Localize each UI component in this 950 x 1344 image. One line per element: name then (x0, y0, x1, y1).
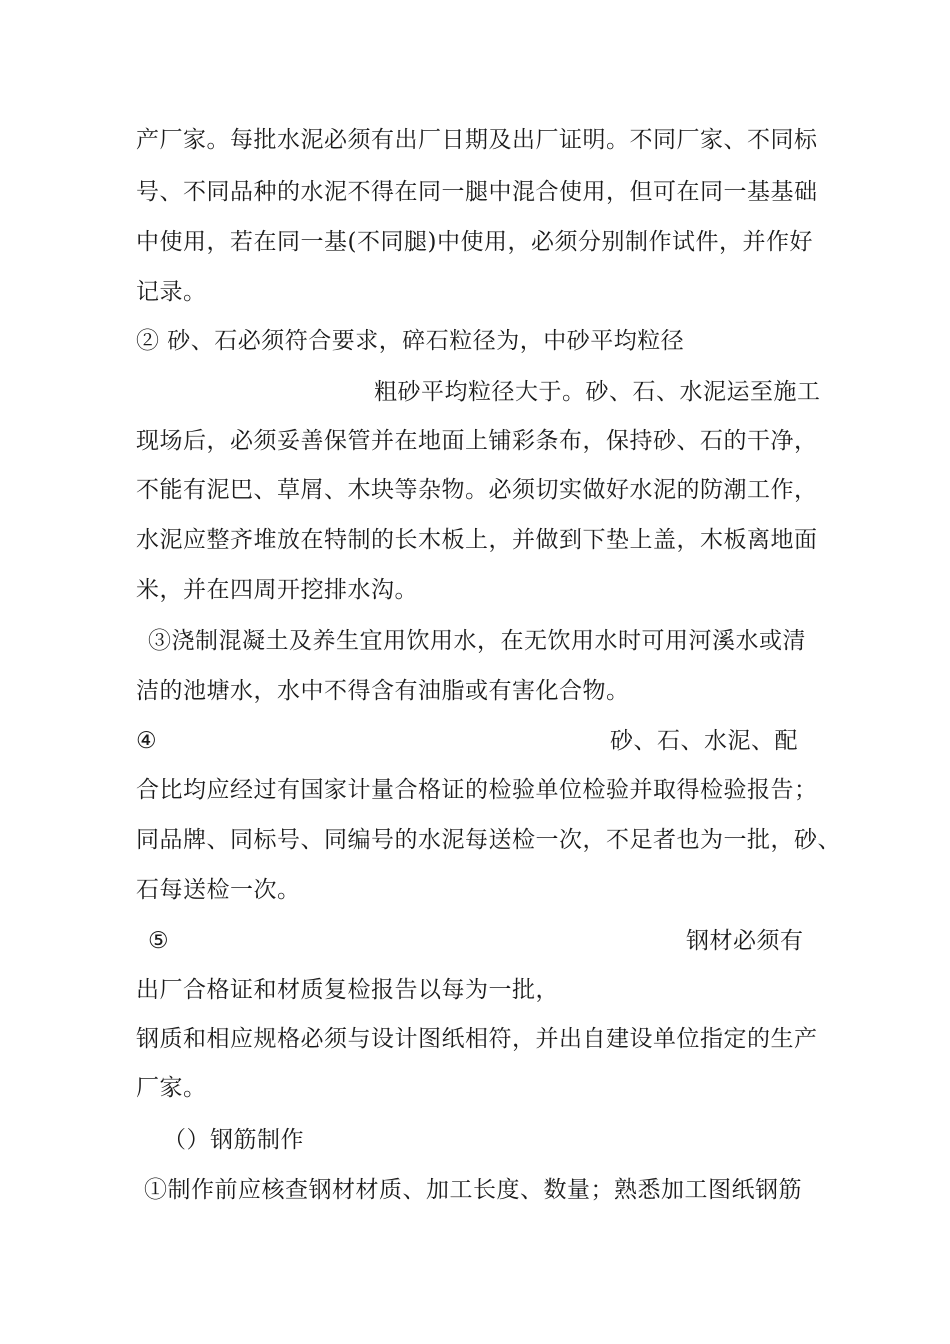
text-line: 厂家。 (136, 1075, 207, 1101)
text-line: 石每送检一次。 (136, 877, 301, 903)
text-line: 产厂家。每批水泥必须有出厂日期及出厂证明。不同厂家、不同标 (136, 127, 818, 153)
text-line: 记录。 (136, 279, 207, 305)
text-line: 中使用，若在同一基(不同腿)中使用，必须分别制作试件，并作好 (136, 229, 813, 255)
text-line: 水泥应整齐堆放在特制的长木板上，并做到下垫上盖，木板离地面 (136, 527, 818, 553)
text-line: ①制作前应核查钢材材质、加工长度、数量；熟悉加工图纸钢筋 (144, 1177, 802, 1203)
text-line: 现场后，必须妥善保管并在地面上铺彩条布，保持砂、石的干净， (136, 428, 818, 454)
section-heading: （）钢筋制作 (163, 1127, 304, 1153)
text-line: 钢质和相应规格必须与设计图纸相符，并出自建设单位指定的生产 (136, 1026, 818, 1052)
text-line: 粗砂平均粒径大于。砂、石、水泥运至施工 (374, 379, 821, 405)
text-line: ④ (136, 728, 158, 754)
text-line: 钢材必须有 (686, 928, 804, 954)
text-line: 号、不同品种的水泥不得在同一腿中混合使用，但可在同一基基础 (136, 179, 818, 205)
text-line: 砂、石、水泥、配 (610, 728, 798, 754)
text-line: ② 砂、石必须符合要求，碎石粒径为，中砂平均粒径 (136, 328, 685, 354)
text-line: ③浇制混凝土及养生宜用饮用水，在无饮用水时可用河溪水或清 (148, 628, 806, 654)
text-line: ⑤ (148, 928, 170, 954)
text-line: 出厂合格证和材质复检报告以每为一批， (136, 977, 559, 1003)
text-line: 米，并在四周开挖排水沟。 (136, 577, 418, 603)
text-line: 不能有泥巴、草屑、木块等杂物。必须切实做好水泥的防潮工作， (136, 477, 818, 503)
text-line: 同品牌、同标号、同编号的水泥每送检一次，不足者也为一批，砂、 (136, 827, 841, 853)
text-line: 洁的池塘水，水中不得含有油脂或有害化合物。 (136, 678, 630, 704)
text-line: 合比均应经过有国家计量合格证的检验单位检验并取得检验报告； (136, 777, 818, 803)
